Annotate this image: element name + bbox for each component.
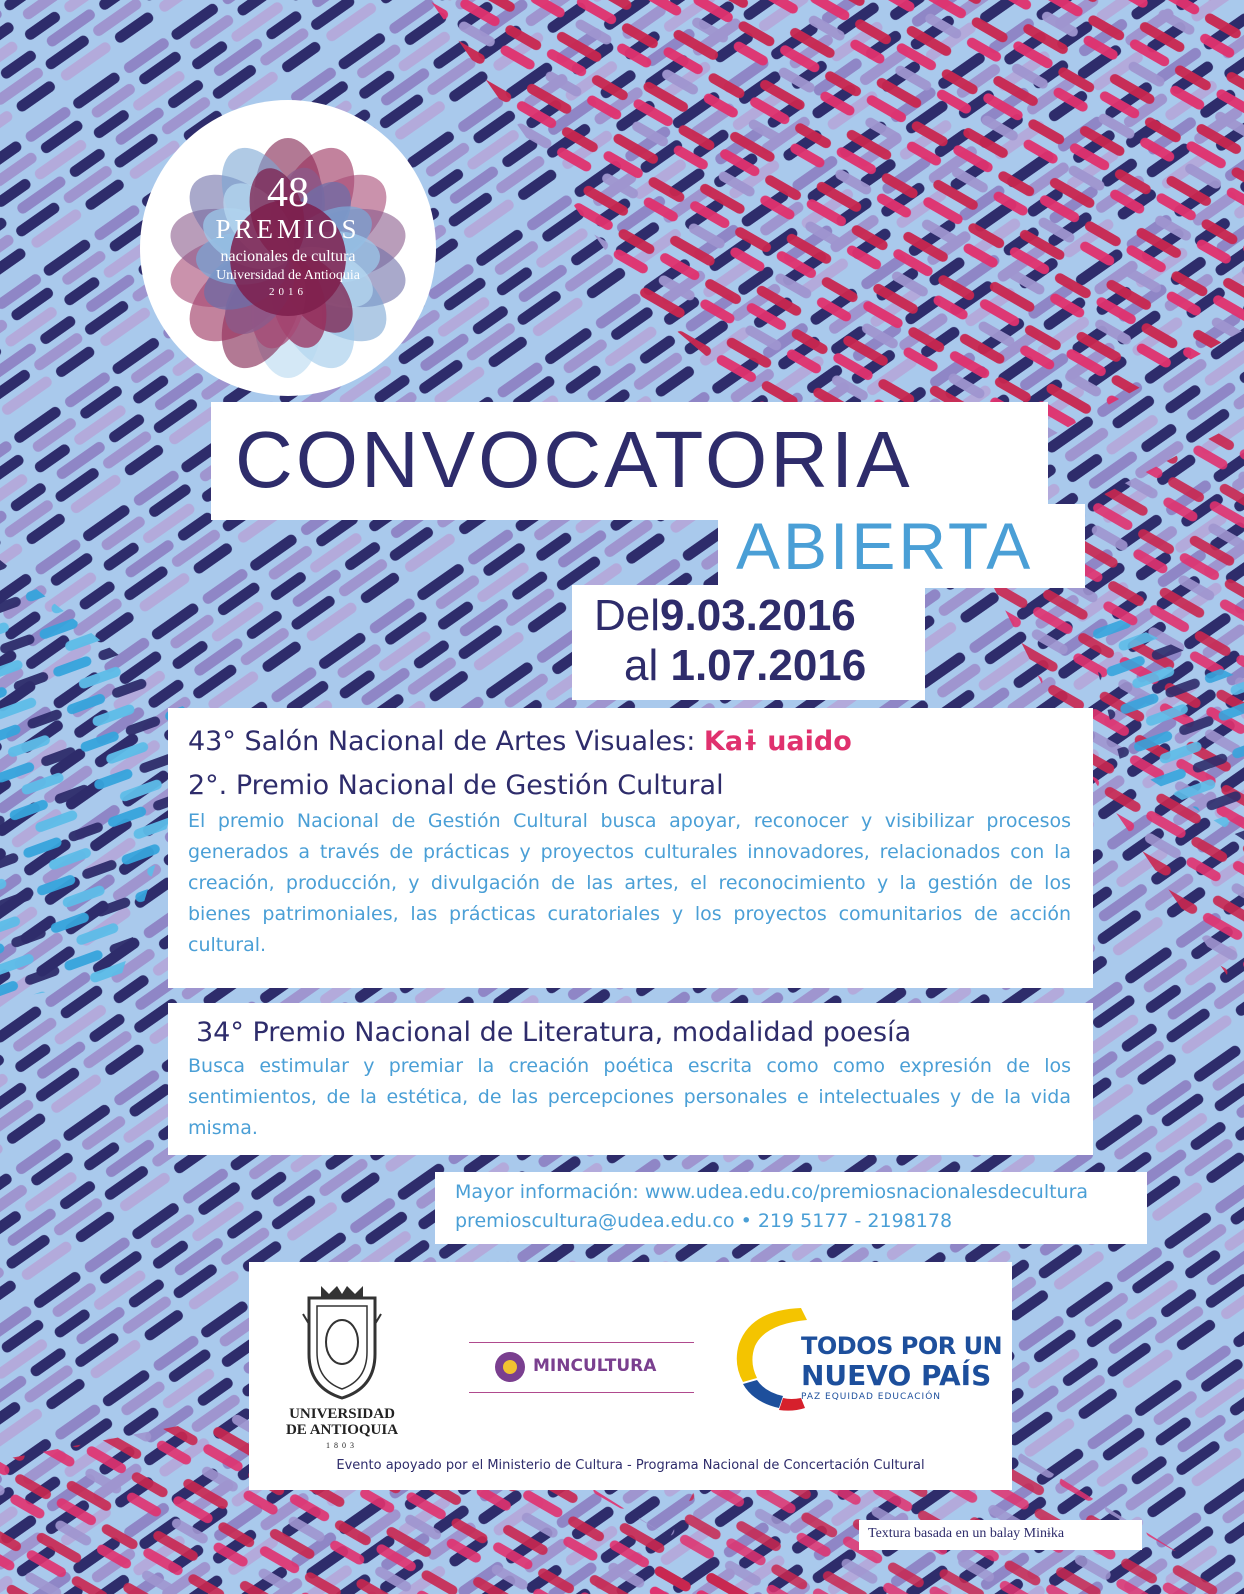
subtitle-box <box>718 504 1085 588</box>
todos-por-un-nuevo-pais-icon <box>731 1304 809 1416</box>
literatura-box <box>168 1003 1093 1155</box>
seal-line2: Universidad de Antioquia <box>216 268 360 283</box>
udea-shield-icon <box>299 1284 385 1402</box>
seal-premios: PREMIOS <box>215 214 361 244</box>
todos-line3: PAZ EQUIDAD EDUCACIÓN <box>801 1392 942 1402</box>
premios-seal-logo <box>140 100 436 396</box>
texture-credit: Textura basada en un balay Minɨka <box>868 1526 1065 1541</box>
sponsors-footer: Evento apoyado por el Ministerio de Cultura - Programa Nacional de Concertación Cultural <box>336 1458 925 1473</box>
literatura-heading: 34° Premio Nacional de Literatura, modalidad poesía <box>196 1017 912 1048</box>
headline-subtitle: ABIERTA <box>736 509 1034 583</box>
date-to-value: 1.07.2016 <box>670 641 867 690</box>
gestion-text: El premio Nacional de Gestión Cultural busca apoyar, reconocer y visibilizar procesos generados a través de prácticas y proyectos culturales innovadores, relacionados con la creación, producción, y divulgación de las artes, el reconocimiento y la gestión de los bienes patrimoniales, las prácticas curatoriales y los proyectos comunitarios de acción cultural. <box>188 810 1071 956</box>
gestion-heading: 2°. Premio Nacional de Gestión Cultural <box>188 770 724 801</box>
headline-title: CONVOCATORIA <box>235 415 913 504</box>
date-to <box>624 641 866 691</box>
date-to-label: al <box>624 641 659 690</box>
udea-line1: UNIVERSIDAD <box>289 1406 395 1422</box>
udea-line2: DE ANTIOQUIA <box>285 1422 399 1438</box>
date-from <box>594 591 856 641</box>
mincultura-rule-bottom <box>469 1392 694 1393</box>
dates-box <box>572 585 925 700</box>
todos-logo-text <box>801 1332 1002 1402</box>
contact-web[interactable]: Mayor información: www.udea.edu.co/premiosnacionalesdecultura <box>455 1181 1089 1203</box>
todos-line1: TODOS POR UN <box>801 1332 1003 1360</box>
awards-box <box>168 708 1093 988</box>
seal-line1: nacionales de cultura <box>220 248 356 265</box>
literatura-text: Busca estimular y premiar la creación poética escrita como como expresión de los sentimientos, de la estética, de las percepciones personales e intelectuales y de la vida misma. <box>188 1055 1071 1139</box>
contact-email-phone[interactable]: premioscultura@udea.edu.co • 219 5177 - 2198178 <box>455 1210 953 1232</box>
colombia-seal-icon <box>495 1352 525 1382</box>
date-from-label: Del <box>594 591 661 640</box>
seal-number: 48 <box>267 170 309 216</box>
mincultura-rule-top <box>469 1342 694 1343</box>
date-from-value: 9.03.2016 <box>660 591 856 640</box>
title-box <box>211 402 1048 520</box>
udea-year: 1803 <box>326 1441 358 1450</box>
todos-line2: NUEVO PAÍS <box>801 1359 992 1392</box>
salon-heading <box>188 724 1071 760</box>
credit-box <box>859 1520 1142 1550</box>
sponsors-box <box>249 1262 1012 1490</box>
seal-year: 2016 <box>269 286 307 298</box>
contact-box <box>435 1172 1147 1244</box>
salon-prefix: 43° Salón Nacional de Artes Visuales: <box>188 726 696 757</box>
mincultura-logo: MINCULTURA <box>533 1356 657 1376</box>
udea-logo-text <box>271 1406 413 1454</box>
salon-name: Kaɨ uaido <box>703 726 852 757</box>
